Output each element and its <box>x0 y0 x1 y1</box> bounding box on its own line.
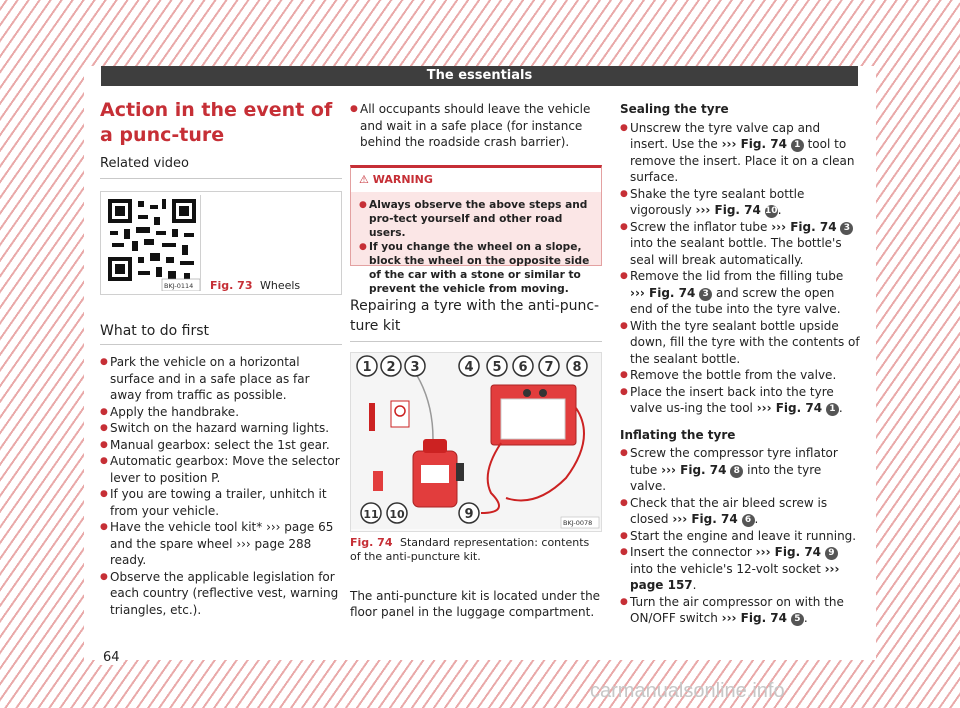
list-item: ● Observe the applicable legislation for each country (reflective vest, warning triangles, etc.). <box>100 569 342 619</box>
repair-title: Repairing a tyre with the anti-punc-ture kit <box>350 297 600 334</box>
figure-73 <box>100 191 342 295</box>
kit-location-text: The anti-puncture kit is located under the floor panel in the luggage compartment. <box>350 588 601 619</box>
list-item: ● Automatic gearbox: Move the selector lever to position P. <box>100 453 342 486</box>
sealing-steps <box>620 120 860 417</box>
list-item: ● Unscrew the tyre valve cap and insert. Use the ››› Fig. 74 1 tool to remove the insert. Place it on a clean surface. <box>620 120 860 186</box>
fig74-caption: Standard representation: contents of the anti-puncture kit. <box>350 535 590 563</box>
cross-reference-link[interactable]: ››› Fig. 74 <box>771 219 837 234</box>
cross-reference-link[interactable]: ››› page 157 <box>630 561 840 592</box>
list-item: ● Remove the bottle from the valve. <box>620 367 860 384</box>
cross-reference-link[interactable]: ››› Fig. 74 <box>661 462 727 477</box>
list-item: ● Park the vehicle on a horizontal surface and in a safe place as far away from traffic as possible. <box>100 354 342 404</box>
callout-number-badge: 9 <box>825 547 838 560</box>
callout-4: 4 <box>464 359 474 375</box>
callout-number-badge: 1 <box>826 403 839 416</box>
list-item: ● Check that the air bleed screw is closed ››› Fig. 74 6 . <box>620 495 860 528</box>
callout-number-badge: 1 <box>791 139 804 152</box>
cross-reference-link[interactable]: ››› Fig. 74 <box>630 285 696 300</box>
callout-2: 2 <box>386 359 396 375</box>
column-right <box>620 101 860 627</box>
cross-reference-link[interactable]: ››› Fig. 74 <box>721 611 788 625</box>
list-item: ● If you are towing a trailer, unhitch it from your vehicle. <box>100 486 342 519</box>
callout-8: 8 <box>572 359 582 375</box>
warning-item: ● If you change the wheel on a slope, block the wheel on the opposite side of the car with a stone or similar to prevent the vehicle from moving. <box>359 240 595 296</box>
callout-11: 11 <box>363 507 379 521</box>
column-left <box>100 98 342 618</box>
list-item: ● Turn the air compressor on with the ON/OFF switch ››› Fig. 74 5 . <box>620 594 860 627</box>
cross-reference-link[interactable]: ››› Fig. 74 <box>755 545 822 559</box>
anti-puncture-kit-illustration <box>351 353 601 529</box>
qr-code-image <box>104 195 200 291</box>
callout-10: 10 <box>389 507 405 521</box>
cross-reference-link[interactable]: ››› Fig. 74 <box>695 203 761 217</box>
callout-3: 3 <box>410 359 420 375</box>
cross-reference-link[interactable]: ››› Fig. 74 <box>721 137 787 151</box>
inflating-steps <box>620 445 860 627</box>
first-steps-list <box>100 354 342 618</box>
fig74-label: Fig. 74 <box>350 535 393 549</box>
list-item: ● Have the vehicle tool kit* ››› page 65 and the spare wheel ››› page 288 ready. <box>100 519 342 569</box>
list-item: ● With the tyre sealant bottle upside down, fill the tyre with the contents of the sealant bottle. <box>620 318 860 368</box>
list-item: ● Start the engine and leave it running. <box>620 528 860 545</box>
fig73-caption: Wheels <box>259 278 301 292</box>
callout-6: 6 <box>518 359 528 375</box>
warning-box <box>350 165 602 295</box>
watermark: carmanualsonline.info <box>590 680 785 702</box>
callout-number-badge: 5 <box>791 613 804 626</box>
warning-title: WARNING <box>372 172 433 186</box>
page-header: The essentials <box>101 66 858 86</box>
list-item: ● All occupants should leave the vehicle and wait in a safe place (for instance behind the roadside crash barrier). <box>350 101 602 151</box>
column-middle <box>350 101 602 621</box>
list-item: ● Insert the connector ››› Fig. 74 9 into the vehicle's 12-volt socket ››› page 157. <box>620 544 860 594</box>
fig74-code: BKJ-0078 <box>563 518 593 527</box>
list-item: ● Shake the tyre sealant bottle vigorously ››› Fig. 74 10. <box>620 186 860 219</box>
qr-code[interactable] <box>104 195 201 291</box>
fig73-code: BKJ-0114 <box>164 281 194 290</box>
sealing-title: Sealing the tyre <box>620 102 729 116</box>
fig73-label: Fig. 73 <box>210 278 253 292</box>
list-item: ● Remove the lid from the filling tube ››› Fig. 74 3 and screw the open end of the tube into the tyre valve. <box>620 268 860 318</box>
warning-item: ● Always observe the above steps and pro-tect yourself and other road users. <box>359 198 595 240</box>
page-number: 64 <box>100 650 123 665</box>
list-item: ● Screw the inflator tube ››› Fig. 74 3 into the sealant bottle. The bottle's seal will break automatically. <box>620 219 860 269</box>
figure-74-photo <box>350 352 602 532</box>
cross-reference-link[interactable]: ››› Fig. 74 <box>756 401 823 415</box>
callout-number-badge: 8 <box>730 465 743 478</box>
callout-1: 1 <box>362 359 372 375</box>
list-item: ● Apply the handbrake. <box>100 404 342 421</box>
list-item: ● Manual gearbox: select the 1st gear. <box>100 437 342 454</box>
list-item: ● Screw the compressor tyre inflator tube ››› Fig. 74 8 into the tyre valve. <box>620 445 860 495</box>
callout-number-badge: 3 <box>840 222 853 235</box>
list-item: ● Place the insert back into the tyre valve us-ing the tool ››› Fig. 74 1 . <box>620 384 860 417</box>
callout-7: 7 <box>544 359 554 375</box>
related-video-label: Related video <box>100 156 190 171</box>
callout-5: 5 <box>492 359 502 375</box>
list-item: ● Switch on the hazard warning lights. <box>100 420 342 437</box>
warning-icon: ⚠ <box>359 172 369 186</box>
callout-number-badge: 10 <box>764 206 778 216</box>
what-to-do-title: What to do first <box>100 322 209 339</box>
section-title: Action in the event of a punc-ture <box>100 99 333 146</box>
callout-9: 9 <box>464 506 474 522</box>
callout-number-badge: 3 <box>699 288 712 301</box>
inflating-title: Inflating the tyre <box>620 427 736 442</box>
callout-number-badge: 6 <box>742 514 755 527</box>
cross-reference-link[interactable]: ››› Fig. 74 <box>672 512 738 526</box>
